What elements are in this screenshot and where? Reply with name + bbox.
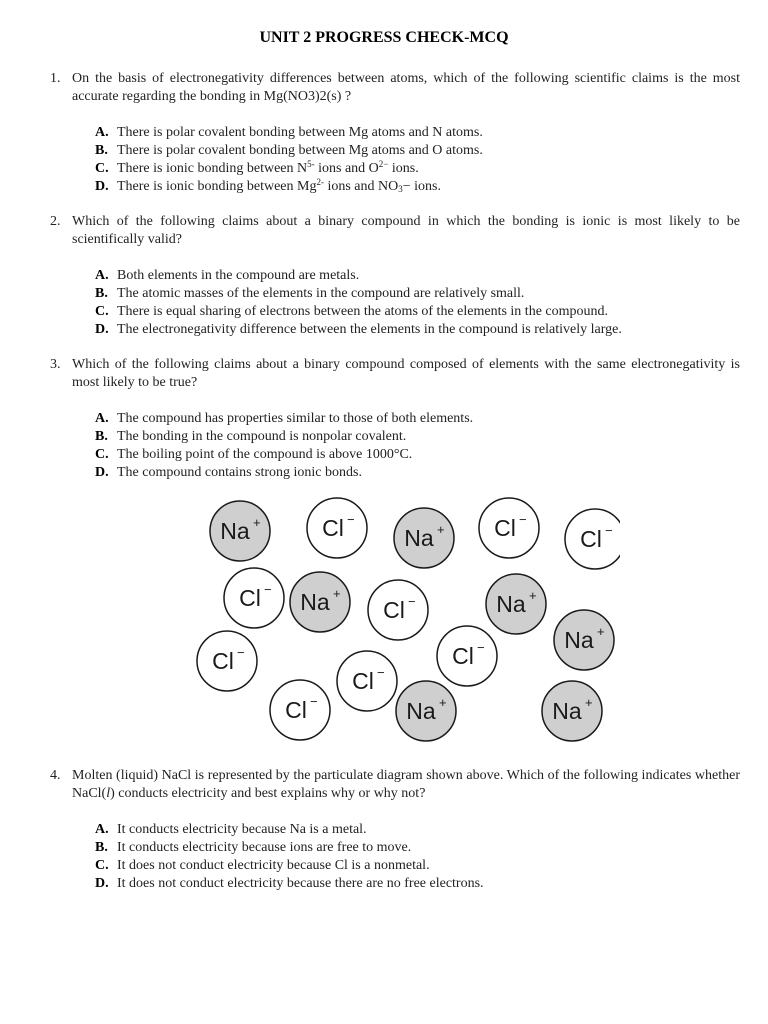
ion-symbol: Cl: [212, 648, 234, 674]
option-text: The atomic masses of the elements in the compound are relatively small.: [117, 286, 525, 301]
ion-symbol: Cl: [494, 515, 516, 541]
sodium-ion: [290, 572, 350, 632]
molten-nacl-particulate-diagram: [190, 494, 620, 746]
ion-charge: +: [585, 695, 593, 710]
ion-symbol: Na: [406, 698, 436, 724]
chloride-ion: [479, 498, 539, 558]
chloride-ion: [270, 680, 330, 740]
option-a[interactable]: [95, 410, 735, 428]
option-letter: A.: [95, 268, 109, 283]
question-4-options: [95, 821, 735, 893]
question-text: On the basis of electronegativity differences between atoms, which of the following scientific claims is the most accurate regarding the bonding in Mg(NO3)2(s) ?: [72, 71, 740, 104]
ion-symbol: Na: [300, 589, 330, 615]
option-text-start: There is ionic bonding between N: [117, 161, 308, 176]
option-b[interactable]: [95, 285, 735, 303]
option-a[interactable]: [95, 821, 735, 839]
question-2-options: [95, 267, 735, 339]
option-d[interactable]: [95, 178, 735, 196]
ion-charge: +: [253, 515, 261, 530]
question-text: [72, 767, 740, 803]
ion-charge: −: [408, 594, 416, 609]
option-text: The boiling point of the compound is above 1000°C.: [117, 447, 413, 462]
option-text: The bonding in the compound is nonpolar covalent.: [117, 429, 407, 444]
ion-symbol: Cl: [322, 515, 344, 541]
option-letter: C.: [95, 304, 109, 319]
question-text-start: Molten (liquid) NaCl is represented by the particulate diagram shown above. Which of the following indicates whether NaCl(: [72, 768, 740, 801]
sodium-ion: [210, 501, 270, 561]
sodium-ion: [486, 574, 546, 634]
charge-superscript: 5-: [307, 159, 315, 169]
option-letter: B.: [95, 143, 108, 158]
question-3-options: [95, 410, 735, 482]
option-text-start: There is ionic bonding between Mg: [117, 179, 317, 194]
option-letter: D.: [95, 322, 109, 337]
ion-charge: +: [437, 522, 445, 537]
option-letter: C.: [95, 161, 109, 176]
question-number: 4.: [50, 768, 61, 783]
formula-subscript: 3: [398, 184, 403, 194]
ion-charge: +: [529, 588, 537, 603]
ion-symbol: Cl: [383, 597, 405, 623]
ion-charge: −: [347, 512, 355, 527]
charge-superscript: 2−: [378, 159, 389, 169]
ion-symbol: Na: [404, 525, 434, 551]
option-d[interactable]: [95, 464, 735, 482]
ion-symbol: Cl: [239, 585, 261, 611]
ion-symbol: Cl: [285, 697, 307, 723]
option-text-end: ions.: [388, 161, 419, 176]
option-b[interactable]: [95, 839, 735, 857]
option-letter: D.: [95, 465, 109, 480]
option-letter: C.: [95, 858, 109, 873]
question-number: 2.: [50, 214, 61, 229]
ion-symbol: Na: [564, 627, 594, 653]
sodium-ion: [542, 681, 602, 741]
option-d[interactable]: [95, 321, 735, 339]
option-text: The compound contains strong ionic bonds.: [117, 465, 362, 480]
option-letter: B.: [95, 286, 108, 301]
charge-superscript: 2-: [316, 177, 324, 187]
option-c[interactable]: [95, 303, 735, 321]
question-3: [50, 356, 740, 392]
option-text: It does not conduct electricity because Cl is a nonmetal.: [117, 858, 430, 873]
option-text-middle: ions and O: [314, 161, 379, 176]
ion-symbol: Cl: [580, 526, 602, 552]
option-text: There is equal sharing of electrons between the atoms of the elements in the compound.: [117, 304, 609, 319]
chloride-ion: [337, 651, 397, 711]
ion-symbol: Na: [496, 591, 526, 617]
option-text-middle: ions and NO: [323, 179, 399, 194]
question-4: [50, 767, 740, 803]
ion-charge: +: [439, 695, 447, 710]
option-letter: A.: [95, 822, 109, 837]
ion-charge: −: [519, 512, 527, 527]
option-text: It conducts electricity because ions are free to move.: [117, 840, 412, 855]
ion-charge: −: [264, 582, 272, 597]
option-text: The electronegativity difference between the elements in the compound is relatively large.: [117, 322, 622, 337]
option-text: There is polar covalent bonding between Mg atoms and O atoms.: [117, 143, 483, 158]
option-text: The compound has properties similar to those of both elements.: [117, 411, 474, 426]
question-number: 1.: [50, 71, 61, 86]
option-c[interactable]: [95, 160, 735, 178]
question-1-options: [95, 124, 735, 196]
sodium-ion: [554, 610, 614, 670]
liquid-state-symbol: l: [106, 786, 111, 801]
option-a[interactable]: [95, 124, 735, 142]
option-letter: B.: [95, 840, 108, 855]
option-letter: A.: [95, 125, 109, 140]
option-letter: C.: [95, 447, 109, 462]
question-1: [50, 70, 740, 106]
ion-charge: −: [377, 665, 385, 680]
option-a[interactable]: [95, 267, 735, 285]
option-b[interactable]: [95, 142, 735, 160]
question-2: [50, 213, 740, 249]
sodium-ion: [394, 508, 454, 568]
sodium-ion: [396, 681, 456, 741]
ion-charge: −: [310, 694, 318, 709]
ion-charge: −: [237, 645, 245, 660]
chloride-ion: [368, 580, 428, 640]
option-d[interactable]: [95, 875, 735, 893]
option-letter: B.: [95, 429, 108, 444]
ion-symbol: Cl: [352, 668, 374, 694]
option-text: There is polar covalent bonding between Mg atoms and N atoms.: [117, 125, 483, 140]
ion-charge: +: [333, 586, 341, 601]
option-text: Both elements in the compound are metals.: [117, 268, 360, 283]
option-text: It does not conduct electricity because there are no free electrons.: [117, 876, 484, 891]
chloride-ion: [437, 626, 497, 686]
ion-symbol: Na: [220, 518, 250, 544]
ion-charge: −: [605, 523, 613, 538]
ion-symbol: Na: [552, 698, 582, 724]
chloride-ion: [197, 631, 257, 691]
option-text: It conducts electricity because Na is a metal.: [117, 822, 367, 837]
chloride-ion: [224, 568, 284, 628]
page-title: UNIT 2 PROGRESS CHECK-MCQ: [259, 29, 509, 46]
question-text-end: ) conducts electricity and best explains why or why not?: [110, 786, 426, 801]
ion-charge: −: [477, 640, 485, 655]
option-c[interactable]: [95, 857, 735, 875]
ion-charge: +: [597, 624, 605, 639]
option-c[interactable]: [95, 446, 735, 464]
question-text: Which of the following claims about a binary compound composed of elements with the same electronegativity is most likely to be true?: [72, 357, 740, 390]
option-letter: D.: [95, 179, 109, 194]
option-letter: D.: [95, 876, 109, 891]
option-b[interactable]: [95, 428, 735, 446]
option-letter: A.: [95, 411, 109, 426]
question-text: Which of the following claims about a binary compound in which the bonding is ionic is most likely to be scientifically valid?: [72, 214, 740, 247]
chloride-ion: [565, 509, 620, 569]
chloride-ion: [307, 498, 367, 558]
option-text-end: − ions.: [402, 179, 441, 194]
ion-symbol: Cl: [452, 643, 474, 669]
question-number: 3.: [50, 357, 61, 372]
